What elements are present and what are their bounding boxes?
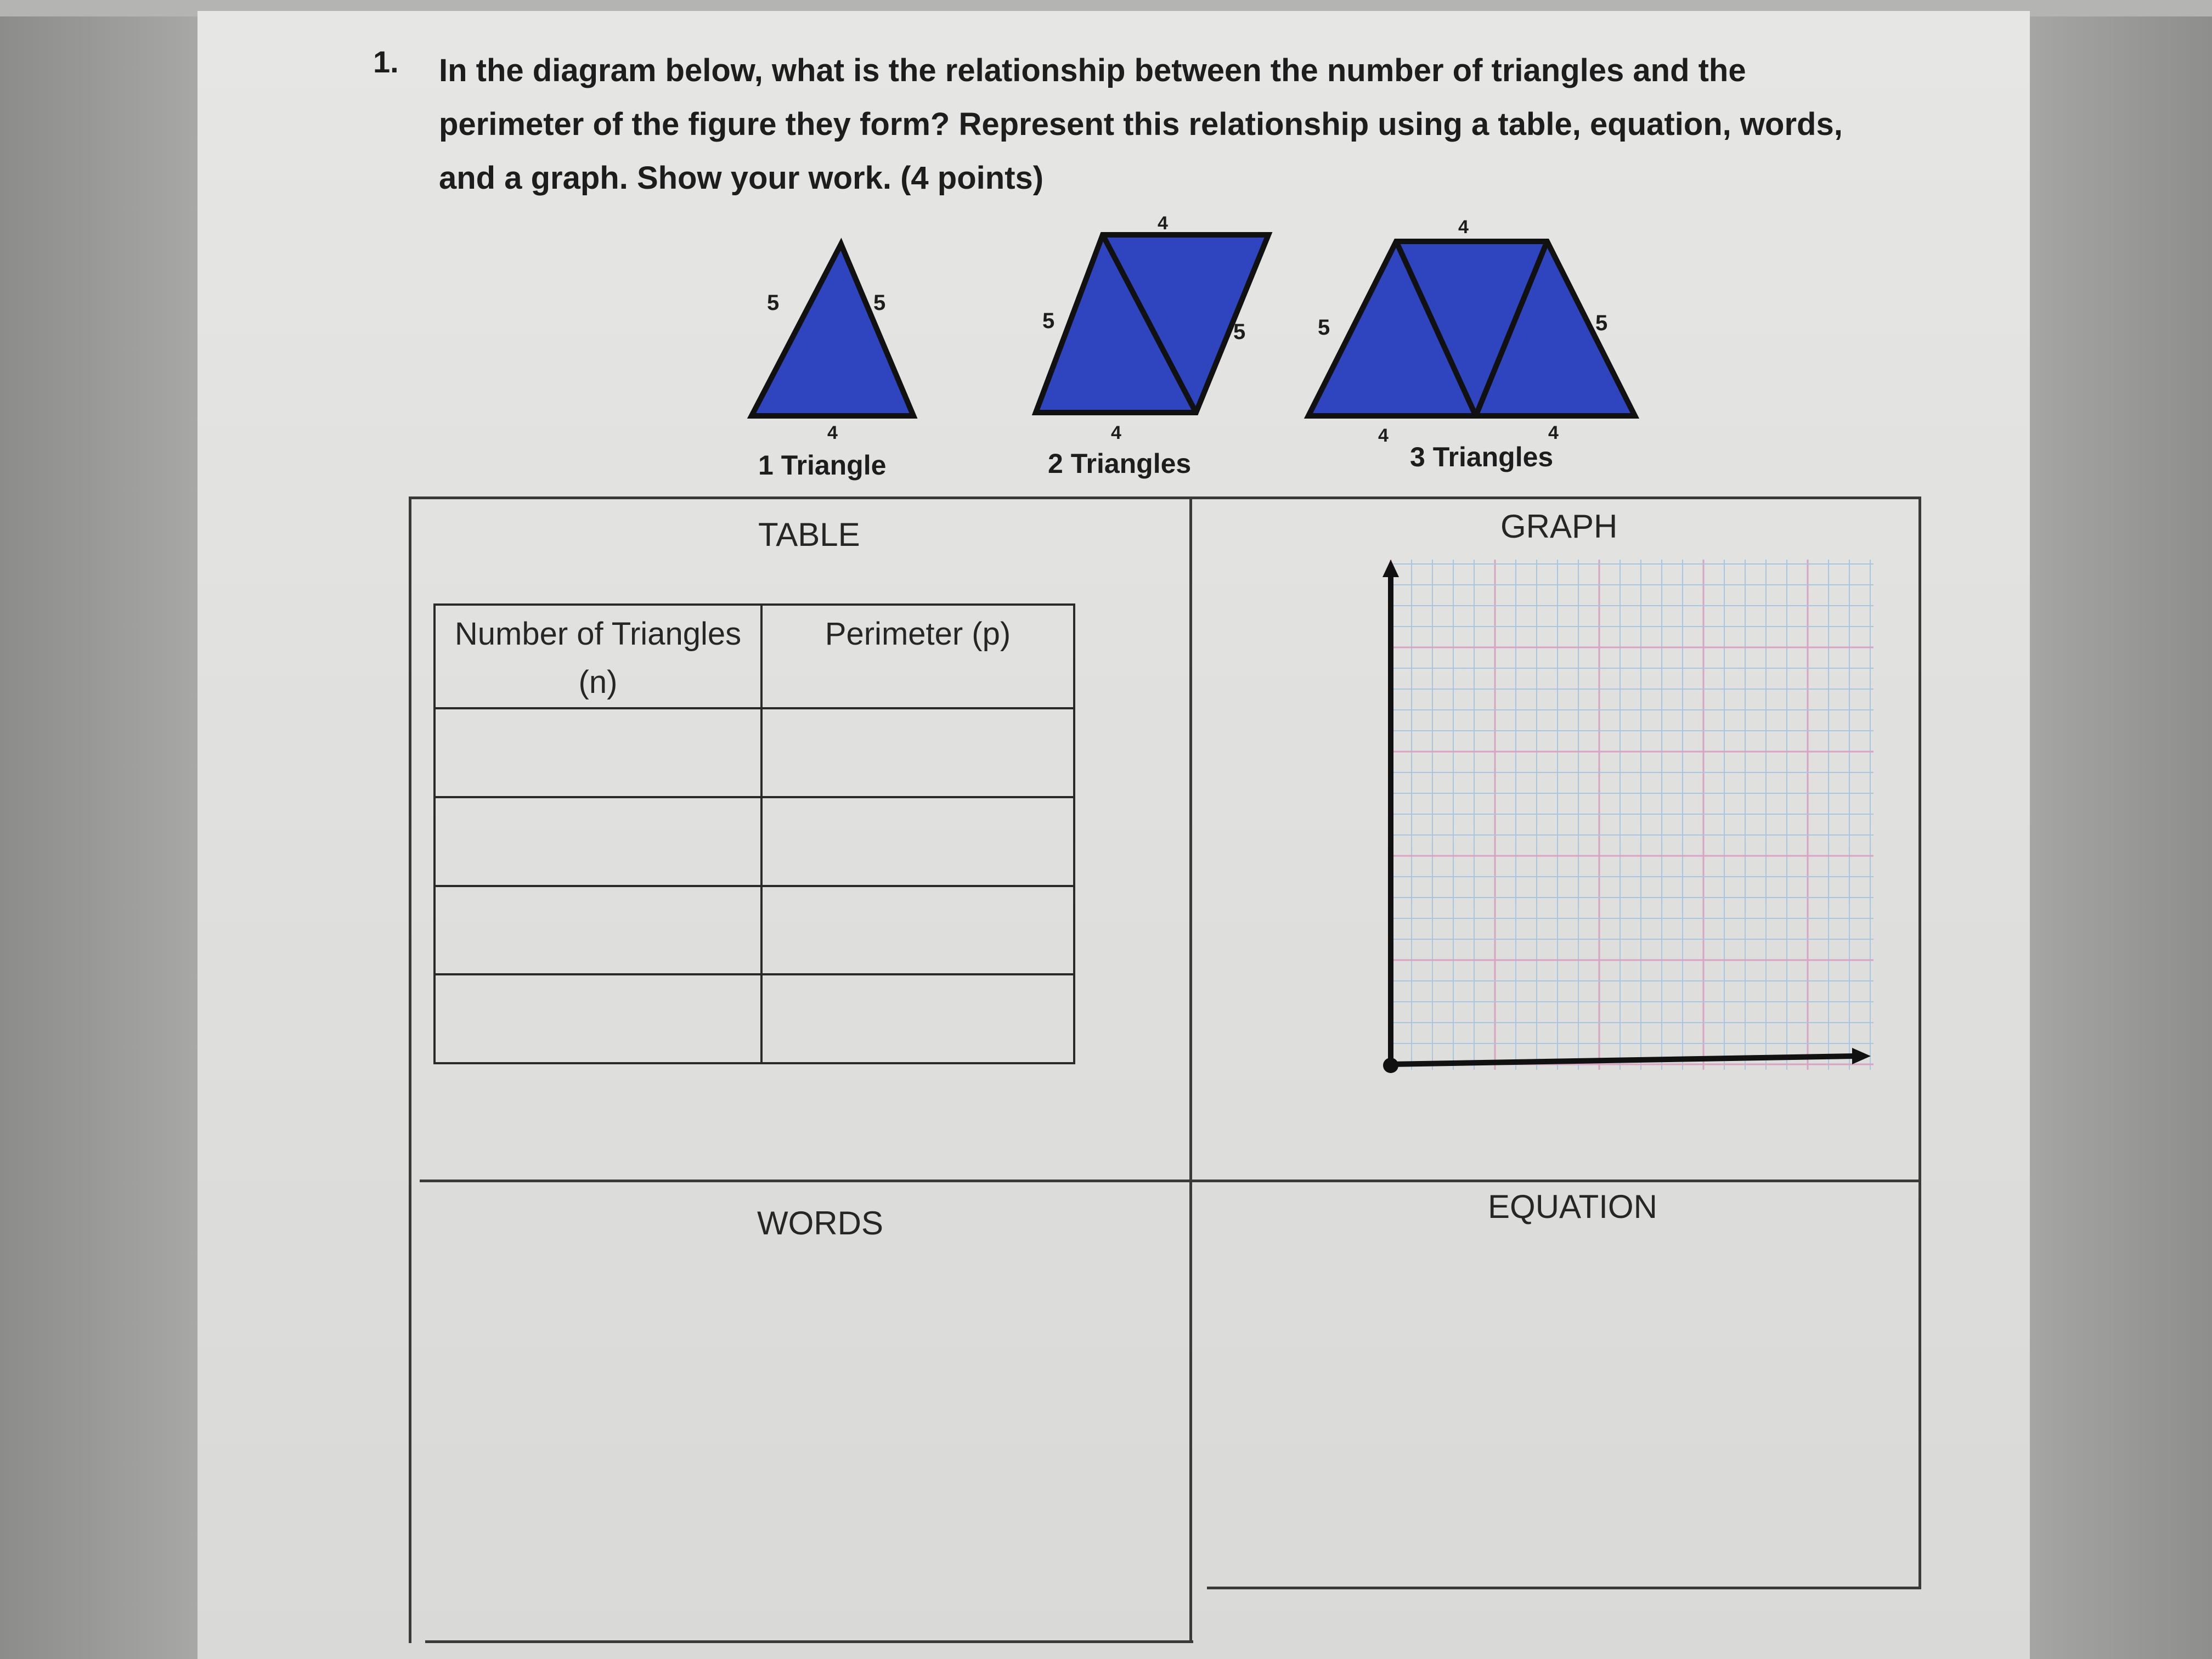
frame-middle-horizontal bbox=[420, 1180, 1920, 1182]
equation-section-title: EQUATION bbox=[1488, 1188, 1657, 1225]
question-number: 1. bbox=[373, 44, 399, 79]
frame-right-border bbox=[1918, 496, 1921, 1589]
table-cell-n[interactable] bbox=[435, 708, 761, 797]
triangle-shape bbox=[1308, 241, 1635, 416]
header-perimeter: Perimeter (p) bbox=[761, 605, 1074, 708]
table-cell-p[interactable] bbox=[761, 797, 1074, 886]
side-label-right: 5 bbox=[1595, 311, 1608, 335]
question-text: In the diagram below, what is the relationship between the number of triangles and the perimeter of the figure they form? Represent this relationship using a table, equation, words, and a graph. Show your work. (4 points) bbox=[439, 53, 1843, 196]
table-row bbox=[435, 708, 1074, 797]
side-label-bottom-left: 4 bbox=[1378, 425, 1389, 446]
blank-graph[interactable] bbox=[1372, 549, 1887, 1086]
frame-left-border bbox=[409, 496, 411, 1643]
table-row bbox=[435, 797, 1074, 886]
table-row bbox=[435, 886, 1074, 975]
graph-grid-lines bbox=[1391, 560, 1887, 1070]
table-header-row bbox=[435, 605, 1074, 708]
graph-section-title: GRAPH bbox=[1500, 508, 1618, 545]
table-cell-p[interactable] bbox=[761, 886, 1074, 975]
figure-caption: 3 Triangles bbox=[1410, 442, 1554, 472]
side-label-right: 5 bbox=[1233, 320, 1246, 344]
table-cell-n[interactable] bbox=[435, 797, 761, 886]
side-label-left: 5 bbox=[1318, 315, 1330, 340]
figure-2-parallelogram bbox=[1036, 213, 1268, 479]
figure-caption: 2 Triangles bbox=[1048, 448, 1192, 479]
figure-3-trapezoid bbox=[1308, 217, 1635, 472]
figure-1-triangle bbox=[752, 244, 913, 481]
frame-bottom-left-border bbox=[425, 1640, 1193, 1643]
triangle-shape bbox=[752, 244, 913, 416]
header-number-of-triangles: Number of Triangles (n) bbox=[435, 605, 761, 708]
side-label-left: 5 bbox=[1042, 309, 1055, 333]
words-section-title: WORDS bbox=[757, 1205, 883, 1242]
side-label-top: 4 bbox=[1458, 217, 1469, 238]
table-cell-n[interactable] bbox=[435, 974, 761, 1063]
table-cell-n[interactable] bbox=[435, 886, 761, 975]
table-section-title: TABLE bbox=[758, 516, 860, 553]
table-row bbox=[435, 974, 1074, 1063]
input-output-table bbox=[433, 603, 1075, 1064]
side-label-bottom: 4 bbox=[827, 422, 838, 443]
y-axis-arrow-icon bbox=[1383, 560, 1399, 577]
side-label-bottom-right: 4 bbox=[1548, 422, 1559, 443]
x-axis bbox=[1388, 1056, 1854, 1064]
side-label-left: 5 bbox=[767, 291, 780, 315]
origin-point bbox=[1383, 1058, 1398, 1073]
frame-bottom-right-border bbox=[1207, 1587, 1920, 1589]
frame-middle-divider bbox=[1189, 496, 1192, 1643]
table-cell-p[interactable] bbox=[761, 708, 1074, 797]
frame-top-border bbox=[409, 496, 1918, 499]
figure-caption: 1 Triangle bbox=[758, 450, 887, 481]
side-label-right: 5 bbox=[873, 291, 886, 315]
side-label-top: 4 bbox=[1158, 213, 1168, 234]
table-cell-p[interactable] bbox=[761, 974, 1074, 1063]
side-label-bottom: 4 bbox=[1111, 422, 1121, 443]
x-axis-arrow-icon bbox=[1852, 1048, 1871, 1064]
